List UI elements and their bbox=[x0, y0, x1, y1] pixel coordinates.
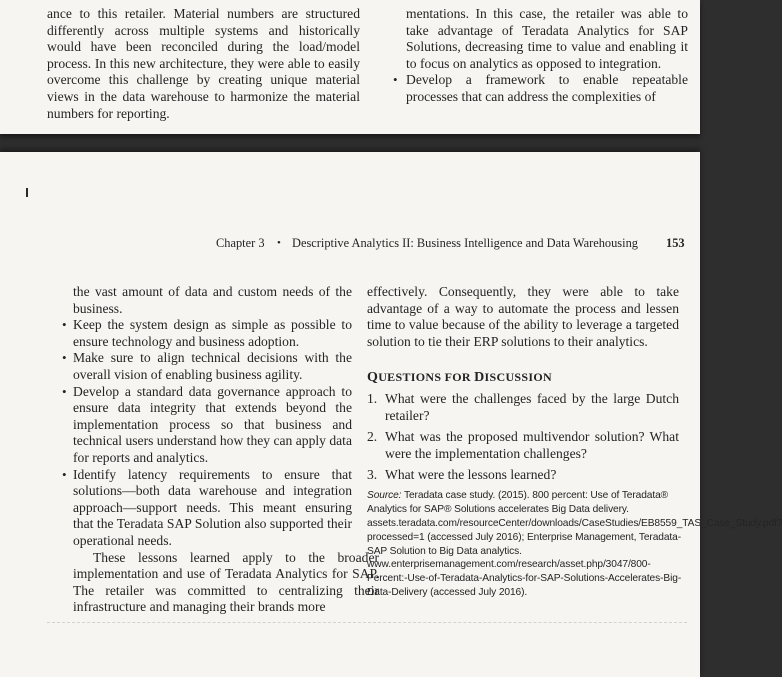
bullet-text: Make sure to align technical decisions with the overall vision of enabling business agility. bbox=[73, 350, 352, 382]
bullet-icon: • bbox=[62, 350, 67, 366]
source-citation bbox=[367, 489, 782, 600]
page-153 bbox=[0, 152, 782, 677]
right-intro: effectively. Consequently, they were able to take advantage of a way to automate the process and lessen time to value because of the ability to leverage a targeted solution to tie their ERP solutions to their analytics. bbox=[367, 284, 679, 349]
bullet-text: Keep the system design as simple as possible to ensure technology and business adoption. bbox=[73, 317, 352, 349]
question-item bbox=[367, 467, 679, 484]
source-text: Teradata case study. (2015). 800 percent: Use of Teradata® Analytics for SAP® Solutions accelerates Big Data delivery. assets.teradata.com/resourceCenter/downloads/CaseStudies/EB8559_TAS_Case_Study.pdf?processed=1 (accessed July 2016); Enterprise Management, Teradata-SAP Solution to Big Data analytics. www.enterprisemanagement.com/research/asset.php/3047/800-Percent:-Use-of-Teradata-Analytics-for-SAP-Solutions-Accelerates-Big-Data-Delivery (accessed July 2016). bbox=[367, 489, 782, 599]
question-item bbox=[367, 429, 679, 462]
page-bottom-rule bbox=[47, 622, 687, 623]
source-label: Source: bbox=[367, 489, 402, 501]
top-right-column bbox=[393, 6, 688, 106]
previous-page-fragment bbox=[0, 0, 700, 134]
bullet-icon: • bbox=[62, 317, 67, 333]
question-item bbox=[367, 391, 679, 424]
bullet-item bbox=[62, 383, 352, 467]
bullet-text: Develop a framework to enable repeatable processes that can address the complexities of bbox=[406, 72, 688, 104]
lessons-paragraph: These lessons learned apply to the broader implementation and use of Teradata Analytics for SAP. The retailer was committed to centralizing their infrastructure and managing their brands more bbox=[73, 549, 379, 615]
chapter-label: Chapter 3 bbox=[216, 236, 265, 250]
bullet-text: Identify latency requirements to ensure that solutions—both data warehouse and integration approach—support needs. This meant ensuring that the Teradata SAP Solution also supported their operational needs. bbox=[73, 466, 352, 548]
right-column bbox=[367, 284, 782, 600]
bullet-icon: • bbox=[393, 72, 398, 88]
bullet-icon: • bbox=[62, 466, 67, 482]
question-text: What were the lessons learned? bbox=[385, 467, 557, 483]
bullet-item bbox=[62, 466, 352, 550]
left-intro: the vast amount of data and custom needs of the business. bbox=[73, 284, 352, 316]
bullet-icon: • bbox=[62, 383, 67, 399]
left-column bbox=[62, 284, 379, 616]
question-number: 3. bbox=[367, 467, 378, 483]
top-left-paragraph: ance to this retailer. Material numbers are structured differently across multiple systems and historically would have been reconciled during the load/model process. In this new architecture, they were able to easily overcome this challenge by creating unique material views in the data warehouse to harmonize the material numbers for reporting. bbox=[47, 6, 360, 121]
questions-list bbox=[367, 391, 679, 484]
question-text: What were the challenges faced by the large Dutch retailer? bbox=[385, 390, 679, 423]
left-bullets bbox=[62, 317, 352, 549]
top-left-column bbox=[47, 6, 360, 122]
bullet-text: Develop a standard data governance approach to ensure data integrity that extends beyond the implementation process so that business and technical users understand how they can apply data for reports and analytics. bbox=[73, 383, 352, 465]
bullet-item bbox=[62, 350, 352, 383]
top-right-bullets bbox=[393, 72, 688, 105]
header-separator: • bbox=[277, 237, 281, 249]
margin-mark bbox=[26, 188, 28, 197]
top-right-paragraph: mentations. In this case, the retailer was able to take advantage of Teradata Analytics for SAP Solutions, decreasing time to value and enabling it to focus on analytics as opposed to integration. bbox=[406, 6, 688, 71]
question-text: What was the proposed multivendor solution? What were the implementation challenges? bbox=[385, 429, 679, 461]
question-number: 2. bbox=[367, 429, 378, 445]
question-number: 1. bbox=[367, 390, 378, 406]
questions-heading: QUESTIONS FOR DISCUSSION bbox=[367, 370, 552, 386]
page-number: 153 bbox=[666, 236, 685, 250]
chapter-title: Descriptive Analytics II: Business Intelligence and Data Warehousing bbox=[292, 236, 638, 250]
bullet-item bbox=[393, 72, 688, 105]
bullet-item bbox=[62, 317, 352, 350]
